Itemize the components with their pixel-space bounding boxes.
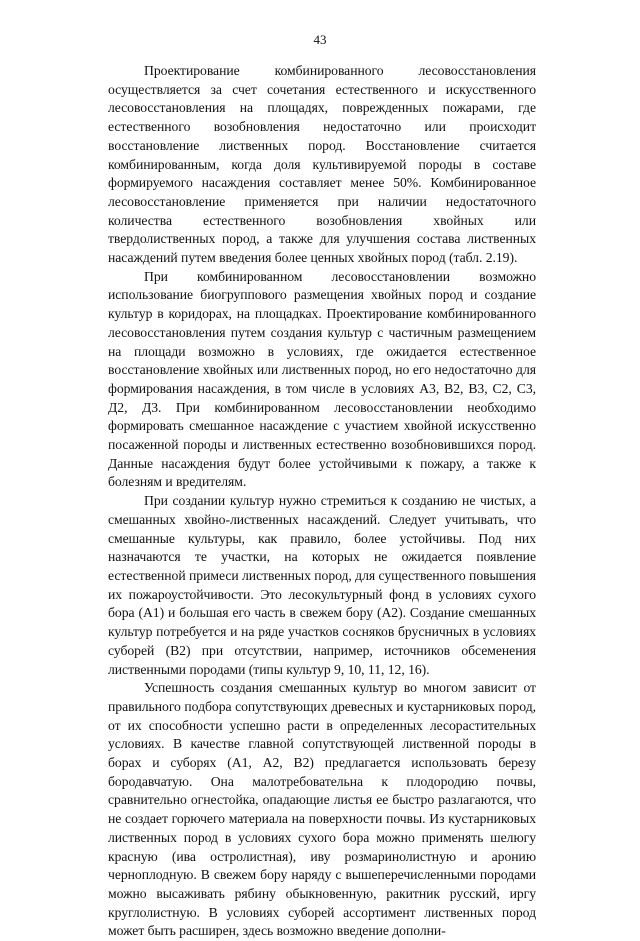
paragraph-2: При комбинированном лесовосстановлении возможно использование биогруппового размещения хвойных пород и создание культур в коридорах, на площадках. Проектирование комбинированного лесовосстановления путем создания культур с частичным размещением на площади возможно в условиях, где ожидается естественное восстановление хвойных или лиственных пород, но его недостаточно для формирования насаждения, в том числе в условиях А3, В2, В3, С2, С3, Д2, Д3. При комбинированном лесовосстановлении необходимо формировать смешанное насаждение с участием хвойной искусственно посаженной породы и лиственных естественно возобновившихся пород. Данные насаждения будут более устойчивыми к пожару, а также к болезням и вредителям. (108, 268, 536, 490)
body-text (108, 62, 536, 941)
paragraph-1: Проектирование комбинированного лесовосстановления осуществляется за счет сочетания естественного и искусственного лесовосстановления на площадях, поврежденных пожарами, где естественного возобновления недостаточно или происходит восстановление лиственных пород. Восстановление считается комбинированным, когда доля культивируемой породы в составе формируемого насаждения составляет менее 50%. Комбинированное лесовосстановление применяется при наличии недостаточного количества естественного возобновления хвойных или твердолиственных пород, а также для улучшения состава лиственных насаждений путем введения более ценных хвойных пород (табл. 2.19). (108, 63, 536, 266)
page-number: 43 (313, 32, 327, 47)
paragraph-4: Успешность создания смешанных культур во многом зависит от правильного подбора сопутствующих древесных и кустарниковых пород, от их способности успешно расти в определенных лесорастительных условиях. В качестве главной сопутствующей лиственной породы в борах и суборях (А1, А2, В2) предлагается использовать березу бородавчатую. Она малотребовательна к плодородию почвы, сравнительно огнестойка, опадающие листья ее быстро разлагаются, что не создает горючего материала на поверхности почвы. Из кустарниковых лиственных пород в условиях сухого бора можно применять шелюгу красную (ива остролистная), иву розмаринолистную и аронию черноплодную. В свежем бору наряду с вышеперечисленными породами можно высаживать рябину обыкновенную, ракитник русский, иргу круглолистную. В условиях суборей ассортимент лиственных пород может быть расширен, здесь возможно введение дополни- (108, 680, 536, 939)
paragraph-3: При создании культур нужно стремиться к созданию не чистых, а смешанных хвойно-лиственных насаждений. Следует учитывать, что смешанные культуры, как правило, более устойчивы. Под них назначаются те участки, на которых не ожидается появление естественной примеси лиственных пород, для существенного повышения их пожароустойчивости. Это лесокультурный фонд в условиях сухого бора (А1) и большая его часть в свежем бору (А2). Создание смешанных культур потребуется и на ряде участков сосняков брусничных в условиях суборей (В2) при отсутствии, например, источников обсеменения лиственными породами (типы культур 9, 10, 11, 12, 16). (108, 493, 536, 677)
